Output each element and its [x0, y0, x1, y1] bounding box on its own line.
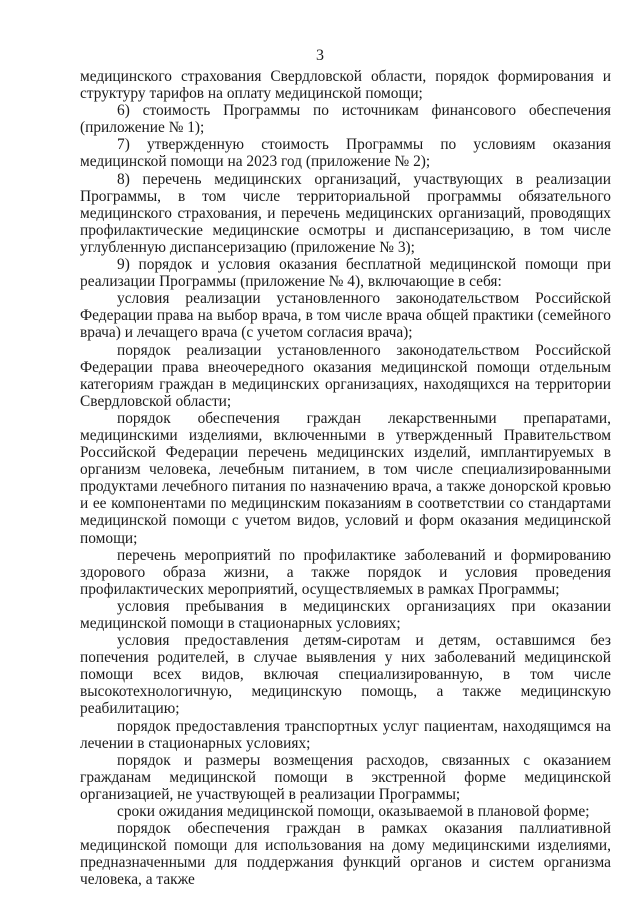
paragraph-waiting-times: сроки ожидания медицинской помощи, оказываемой в плановой форме;	[117, 803, 590, 821]
paragraph-item-6: 6) стоимость Программы по источникам финансового обеспечения (приложение № 1);	[80, 102, 611, 137]
paragraph-choice-of-doctor: условия реализации установленного законодательством Российской Федерации права на выбор врача, в том числе врача общей практики (семейного врача) и лечащего врача (с учетом согласия врача);	[80, 290, 611, 342]
paragraph-item-9: 9) порядок и условия оказания бесплатной медицинской помощи при реализации Программы (приложение № 4), включающие в себя:	[80, 256, 611, 291]
paragraph-medicines-supply: порядок обеспечения граждан лекарственными препаратами, медицинскими изделиями, включенными в утвержденный Правительством Российской Федерации перечень медицинских изделий, имплантируемых в организм человека, лечебным питанием, в том числе специализированными продуктами лечебного питания по назначению врача, а также донорской кровью и ее компонентами по медицинским показаниям в соответствии со стандартами медицинской помощи с учетом видов, условий и форм оказания медицинской помощи;	[80, 409, 611, 547]
paragraph-prevention-measures: перечень мероприятий по профилактике заболеваний и формированию здорового образа жизни, а также порядок и условия проведения профилактических мероприятий, осуществляемых в рамках Программы;	[80, 546, 611, 598]
paragraph-continuation: медицинского страхования Свердловской области, порядок формирования и структуру тарифов на оплату медицинской помощи;	[80, 68, 611, 103]
paragraph-palliative-care: порядок обеспечения граждан в рамках оказания паллиативной медицинской помощи для использования на дому медицинскими изделиями, предназначенными для поддержания функций органов и систем организма человека, а также	[80, 820, 611, 889]
paragraph-inpatient-stay: условия пребывания в медицинских организациях при оказании медицинской помощи в стационарных условиях;	[80, 597, 611, 632]
paragraph-item-7: 7) утвержденную стоимость Программы по условиям оказания медицинской помощи на 2023 год (приложение № 2);	[80, 136, 611, 171]
page-number: 3	[316, 47, 324, 64]
paragraph-orphans-care: условия предоставления детям-сиротам и детям, оставшимся без попечения родителей, в случае выявления у них заболеваний медицинской помощи всех видов, включая специализированную, в том числе высокотехнологичную, медицинскую помощь, а также медицинскую реабилитацию;	[80, 632, 611, 718]
paragraph-transport-services: порядок предоставления транспортных услуг пациентам, находящимся на лечении в стационарных условиях;	[80, 717, 611, 752]
document-body	[80, 68, 611, 889]
paragraph-expense-reimbursement: порядок и размеры возмещения расходов, связанных с оказанием гражданам медицинской помощи в экстренной форме медицинской организацией, не участвующей в реализации Программы;	[80, 751, 611, 803]
paragraph-item-8: 8) перечень медицинских организаций, участвующих в реализации Программы, в том числе территориальной программы обязательного медицинского страхования, и перечень медицинских организаций, проводящих профилактические медицинские осмотры и диспансеризацию, в том числе углубленную диспансеризацию (приложение № 3);	[80, 170, 611, 256]
paragraph-priority-care: порядок реализации установленного законодательством Российской Федерации права внеочередного оказания медицинской помощи отдельным категориям граждан в медицинских организациях, находящихся на территории Свердловской области;	[80, 341, 611, 410]
